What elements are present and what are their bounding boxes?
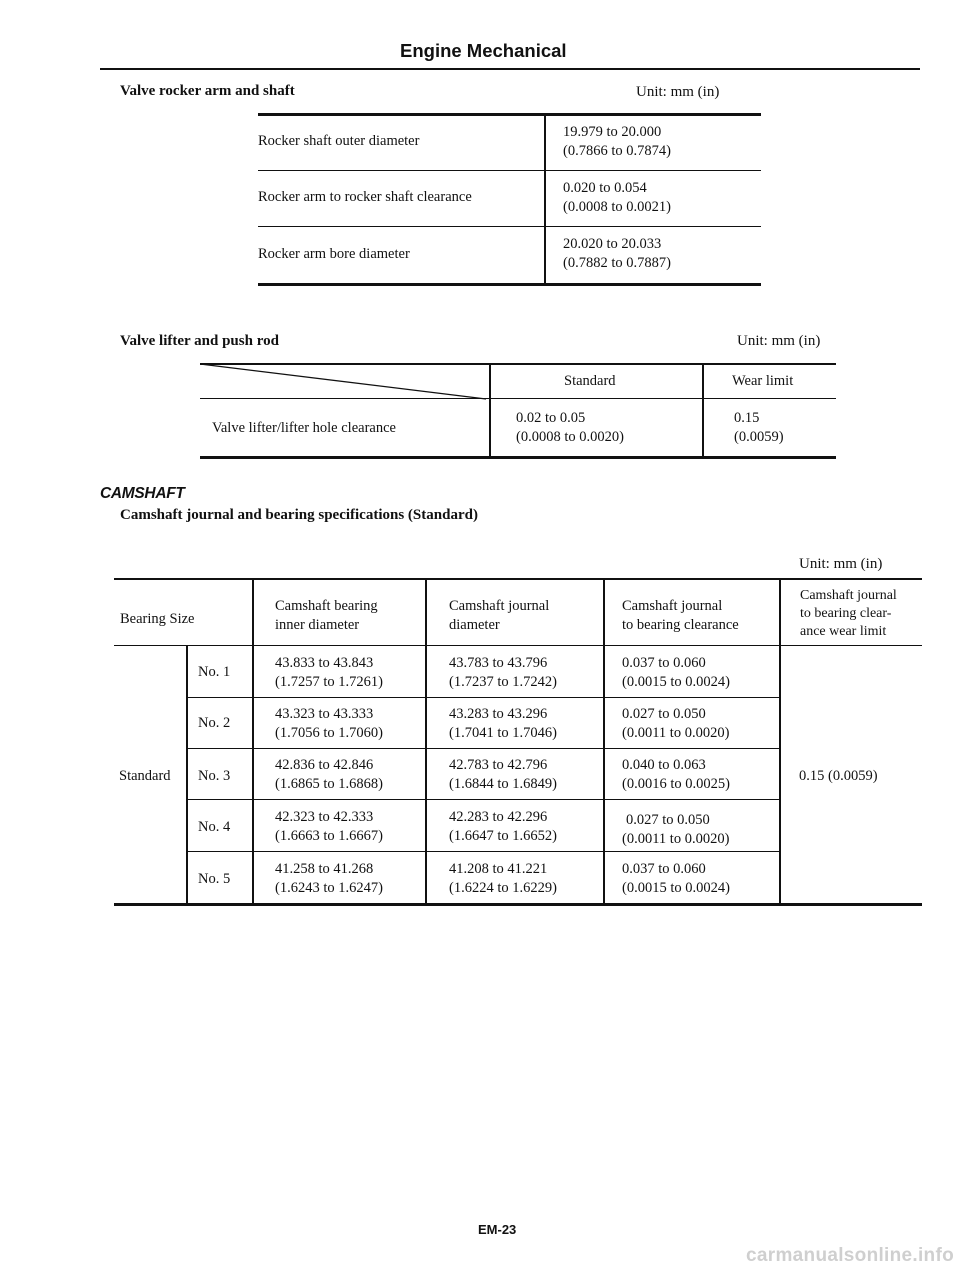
camshaft-row-journal-in: (1.7041 to 1.7046) — [449, 725, 557, 741]
camshaft-row-clearance: 0.040 to 0.063 — [622, 757, 706, 773]
camshaft-col-wear-limit: Camshaft journal to bearing clear- ance wear limit — [800, 588, 897, 639]
camshaft-group-standard: Standard — [119, 768, 171, 784]
camshaft-row-inner-in: (1.7257 to 1.7261) — [275, 674, 383, 690]
camshaft-row-journal: 43.283 to 43.296 — [449, 706, 548, 722]
rocker-table-top-rule — [258, 113, 761, 116]
camshaft-wear-limit-value: 0.15 (0.0059) — [799, 768, 878, 784]
lifter-header-diagonal — [200, 363, 490, 403]
camshaft-col-journal-diameter: Camshaft journal diameter — [449, 598, 550, 633]
camshaft-col-journal-clearance: Camshaft journal to bearing clearance — [622, 598, 739, 633]
rocker-row-value: 0.020 to 0.054 — [563, 180, 647, 196]
camshaft-col-bearing-size: Bearing Size — [120, 611, 195, 627]
lifter-standard-value-in: (0.0008 to 0.0020) — [516, 429, 624, 445]
watermark: carmanualsonline.info — [746, 1245, 954, 1266]
rocker-row-value-in: (0.7866 to 0.7874) — [563, 143, 671, 159]
camshaft-row-no: No. 2 — [198, 715, 231, 731]
lifter-unit: Unit: mm (in) — [737, 333, 821, 349]
camshaft-subtitle: Camshaft journal and bearing specifications (Standard) — [120, 507, 478, 523]
rocker-row-value-in: (0.0008 to 0.0021) — [563, 199, 671, 215]
camshaft-row-journal-in: (1.6224 to 1.6229) — [449, 880, 557, 896]
camshaft-row-inner-in: (1.6243 to 1.6247) — [275, 880, 383, 896]
camshaft-heading: CAMSHAFT — [100, 485, 185, 502]
camshaft-row-journal-in: (1.6844 to 1.6849) — [449, 776, 557, 792]
rocker-row-value: 20.020 to 20.033 — [563, 236, 662, 252]
camshaft-unit: Unit: mm (in) — [799, 556, 883, 572]
camshaft-row-journal: 41.208 to 41.221 — [449, 861, 548, 877]
rocker-unit: Unit: mm (in) — [636, 84, 720, 100]
camshaft-row-journal: 42.783 to 42.796 — [449, 757, 548, 773]
camshaft-row-clearance-in: (0.0011 to 0.0020) — [622, 831, 730, 847]
camshaft-row-clearance-in: (0.0015 to 0.0024) — [622, 674, 730, 690]
camshaft-row-no: No. 1 — [198, 664, 231, 680]
rocker-table-bottom-rule — [258, 283, 761, 286]
rocker-section-title: Valve rocker arm and shaft — [120, 83, 295, 99]
rocker-row-value: 19.979 to 20.000 — [563, 124, 662, 140]
lifter-wear-value-in: (0.0059) — [734, 429, 784, 445]
camshaft-col-bearing-inner-diameter: Camshaft bearing inner diameter — [275, 598, 378, 633]
rocker-row-label: Rocker shaft outer diameter — [258, 133, 420, 149]
lifter-col-wear-limit: Wear limit — [732, 373, 794, 389]
camshaft-row-clearance-in: (0.0015 to 0.0024) — [622, 880, 730, 896]
rocker-row-label: Rocker arm bore diameter — [258, 246, 410, 262]
camshaft-row-inner: 42.836 to 42.846 — [275, 757, 374, 773]
lifter-col-standard: Standard — [564, 373, 616, 389]
camshaft-row-inner: 43.323 to 43.333 — [275, 706, 374, 722]
page-number: EM-23 — [478, 1222, 517, 1237]
lifter-section-title: Valve lifter and push rod — [120, 333, 279, 349]
camshaft-row-no: No. 5 — [198, 871, 231, 887]
camshaft-row-journal-in: (1.7237 to 1.7242) — [449, 674, 557, 690]
header-rule — [100, 68, 920, 70]
lifter-wear-value: 0.15 — [734, 410, 760, 426]
camshaft-row-journal-in: (1.6647 to 1.6652) — [449, 828, 557, 844]
camshaft-row-inner-in: (1.6865 to 1.6868) — [275, 776, 383, 792]
camshaft-row-clearance-in: (0.0011 to 0.0020) — [622, 725, 730, 741]
camshaft-row-clearance: 0.027 to 0.050 — [622, 706, 706, 722]
camshaft-row-inner: 41.258 to 41.268 — [275, 861, 374, 877]
camshaft-row-inner-in: (1.7056 to 1.7060) — [275, 725, 383, 741]
camshaft-row-inner-in: (1.6663 to 1.6667) — [275, 828, 383, 844]
camshaft-row-clearance: 0.027 to 0.050 — [626, 812, 710, 828]
camshaft-row-clearance: 0.037 to 0.060 — [622, 655, 706, 671]
camshaft-row-clearance: 0.037 to 0.060 — [622, 861, 706, 877]
camshaft-row-journal: 42.283 to 42.296 — [449, 809, 548, 825]
rocker-row-value-in: (0.7882 to 0.7887) — [563, 255, 671, 271]
lifter-standard-value: 0.02 to 0.05 — [516, 410, 586, 426]
camshaft-row-no: No. 3 — [198, 768, 231, 784]
camshaft-row-inner: 43.833 to 43.843 — [275, 655, 374, 671]
camshaft-row-no: No. 4 — [198, 819, 231, 835]
rocker-row-label: Rocker arm to rocker shaft clearance — [258, 189, 472, 205]
camshaft-row-inner: 42.323 to 42.333 — [275, 809, 374, 825]
camshaft-row-journal: 43.783 to 43.796 — [449, 655, 548, 671]
page-title: Engine Mechanical — [400, 40, 567, 61]
lifter-row-label: Valve lifter/lifter hole clearance — [212, 420, 396, 436]
camshaft-row-clearance-in: (0.0016 to 0.0025) — [622, 776, 730, 792]
